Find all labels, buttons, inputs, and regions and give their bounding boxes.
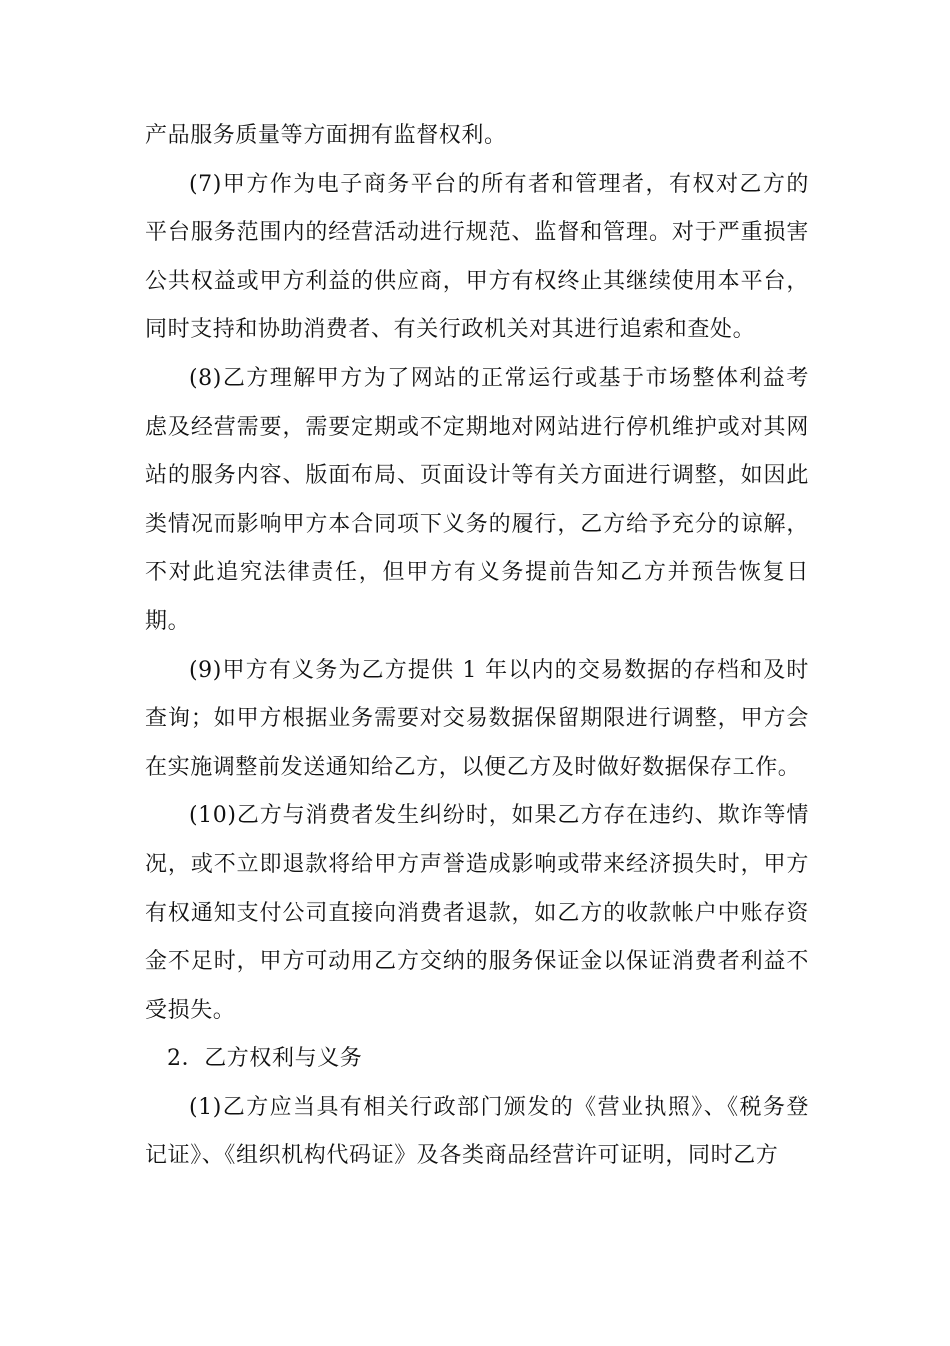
paragraph-continuation: 产品服务质量等方面拥有监督权利。 [145,123,507,148]
paragraph-party-b-clause-1: (1)乙方应当具有相关行政部门颁发的《营业执照》、《税务登记证》、《组织机构代码证》及各类商品经营许可证明，同时乙方 [145,1094,809,1169]
paragraph-clause-8: (8)乙方理解甲方为了网站的正常运行或基于市场整体利益考虑及经营需要，需要定期或不定期地对网站进行停机维护或对其网站的服务内容、版面布局、页面设计等有关方面进行调整，如因此类情况而影响甲方本合同项下义务的履行，乙方给予充分的谅解，不对此追究法律责任，但甲方有义务提前告知乙方并预告恢复日期。 [145,365,809,634]
section-heading-party-b: 2．乙方权利与义务 [167,1046,363,1072]
paragraph-clause-10: (10)乙方与消费者发生纠纷时，如果乙方存在违约、欺诈等情况，或不立即退款将给甲方声誉造成影响或带来经济损失时，甲方有权通知支付公司直接向消费者退款，如乙方的收款帐户中账存资金不足时，甲方可动用乙方交纳的服务保证金以保证消费者利益不受损失。 [145,803,809,1023]
document-body [145,112,809,1181]
paragraph-clause-7: (7)甲方作为电子商务平台的所有者和管理者，有权对乙方的平台服务范围内的经营活动进行规范、监督和管理。对于严重损害公共权益或甲方利益的供应商，甲方有权终止其继续使用本平台，同时支持和协助消费者、有关行政机关对其进行追索和查处。 [145,171,809,343]
paragraph-clause-9: (9)甲方有义务为乙方提供 1 年以内的交易数据的存档和及时查询；如甲方根据业务需要对交易数据保留期限进行调整，甲方会在实施调整前发送通知给乙方，以便乙方及时做好数据保存工作。 [145,657,809,780]
